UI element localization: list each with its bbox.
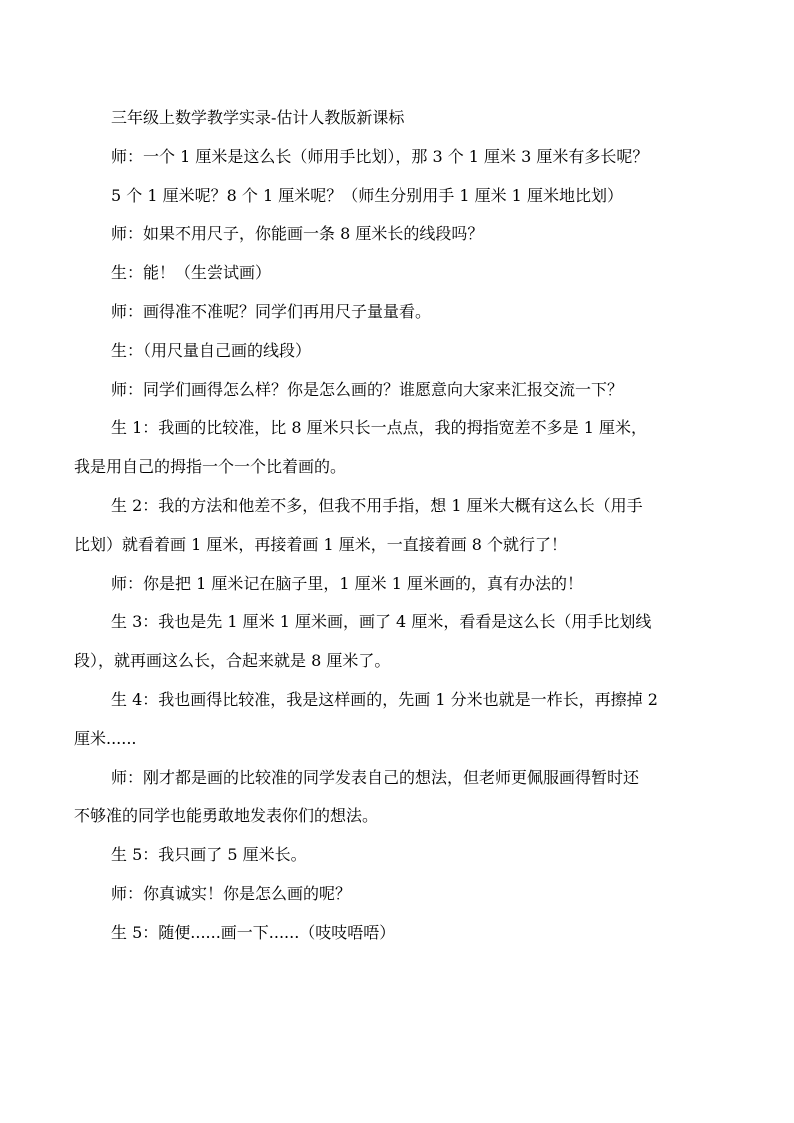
paragraph-line: 生 1：我画的比较准，比 8 厘米只长一点点，我的拇指宽差不多是 1 厘米， [111, 418, 647, 438]
paragraph-line: 师：如果不用尺子，你能画一条 8 厘米长的线段吗？ [111, 224, 484, 244]
paragraph-line: 生 5：我只画了 5 厘米长。 [111, 845, 307, 865]
paragraph-line: 生 2：我的方法和他差不多，但我不用手指，想 1 厘米大概有这么长（用手 [111, 495, 643, 515]
document-body [74, 104, 724, 958]
paragraph-line: 生 5：随便......画一下......（吱吱唔唔） [111, 922, 396, 942]
paragraph-line: 5 个 1 厘米呢？8 个 1 厘米呢？（师生分别用手 1 厘米 1 厘米地比划） [111, 185, 623, 205]
paragraph-line: 生：（用尺量自己画的线段） [111, 340, 312, 360]
paragraph-line: 师：刚才都是画的比较准的同学发表自己的想法，但老师更佩服画得暂时还 [111, 767, 640, 787]
paragraph-line: 师：画得准不准呢？同学们再用尺子量量看。 [111, 301, 432, 321]
paragraph-line-continued: 我是用自己的拇指一个一个比着画的。 [74, 457, 347, 477]
paragraph-line: 生 3：我也是先 1 厘米 1 厘米画，画了 4 厘米，看看是这么长（用手比划线 [111, 612, 652, 632]
paragraph-line-continued: 段），就再画这么长，合起来就是 8 厘米了。 [74, 651, 391, 671]
paragraph-line: 生：能！（生尝试画） [111, 263, 272, 283]
paragraph-line-continued: 比划）就看着画 1 厘米，再接着画 1 厘米，一直接着画 8 个就行了！ [74, 534, 568, 554]
paragraph-line: 生 4：我也画得比较准，我是这样画的，先画 1 分米也就是一柞长，再擦掉 2 [111, 689, 658, 709]
paragraph-line-continued: 不够准的同学也能勇敢地发表你们的想法。 [74, 806, 379, 826]
paragraph-line-continued: 厘米...... [74, 728, 137, 748]
document-title: 三年级上数学教学实录-估计人教版新课标 [111, 108, 405, 127]
paragraph-line: 师：你真诚实！你是怎么画的呢？ [111, 883, 352, 903]
paragraph-line: 师：同学们画得怎么样？你是怎么画的？谁愿意向大家来汇报交流一下？ [111, 379, 624, 399]
paragraph-line: 师：一个 1 厘米是这么长（师用手比划），那 3 个 1 厘米 3 厘米有多长呢？ [111, 146, 649, 166]
paragraph-line: 师：你是把 1 厘米记在脑子里，1 厘米 1 厘米画的，真有办法的！ [111, 573, 583, 593]
